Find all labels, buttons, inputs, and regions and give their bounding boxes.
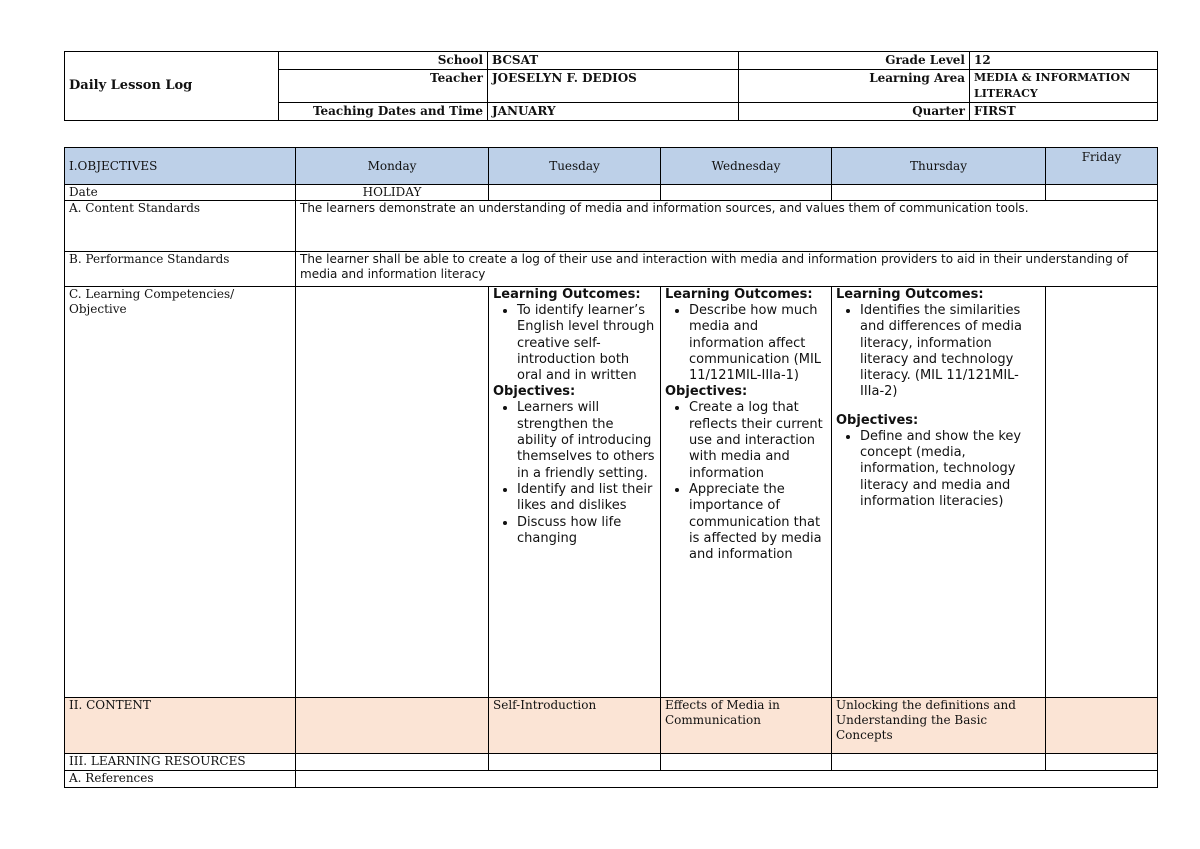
list-item: • To identify learner’s English level through creative self-introduction both oral and in written (517, 303, 656, 384)
day-wednesday: Wednesday (661, 148, 832, 185)
friday-date (1046, 185, 1158, 201)
tuesday-resources (489, 754, 661, 771)
list-item: • Identify and list their likes and dislikes (517, 482, 656, 515)
day-monday: Monday (296, 148, 489, 185)
wednesday-objectives-list (665, 400, 827, 563)
tuesday-outcomes-list (493, 303, 656, 384)
content-row (65, 698, 1158, 754)
references-label: A. References (65, 771, 296, 788)
thursday-date (832, 185, 1046, 201)
references-row (65, 771, 1158, 788)
wednesday-content: Effects of Media in Communication (661, 698, 832, 754)
tuesday-objectives-list (493, 400, 656, 547)
tuesday-content: Self-Introduction (489, 698, 661, 754)
tuesday-outcomes-heading: Learning Outcomes: (493, 287, 641, 302)
competencies-label: C. Learning Competencies/ Objective (65, 287, 296, 698)
content-standards-row (65, 201, 1158, 252)
day-thursday: Thursday (832, 148, 1046, 185)
learning-resources-label: III. LEARNING RESOURCES (65, 754, 296, 771)
objectives-header-row (65, 148, 1158, 185)
grade-level-value: 12 (970, 52, 1158, 70)
date-label: Date (65, 185, 296, 201)
thursday-competencies (832, 287, 1046, 698)
list-item: • Learners will strengthen the ability of introducing themselves to others in a friendly setting. (517, 400, 656, 481)
objectives-label: I.OBJECTIVES (65, 148, 296, 185)
tuesday-competencies (489, 287, 661, 698)
monday-resources (296, 754, 489, 771)
teaching-dates-value: JANUARY (488, 103, 739, 121)
teaching-dates-label: Teaching Dates and Time (279, 103, 488, 121)
school-label: School (279, 52, 488, 70)
monday-date: HOLIDAY (296, 185, 489, 201)
references-value (296, 771, 1158, 788)
learning-area-value: MEDIA & INFORMATION LITERACY (970, 70, 1158, 103)
thursday-outcomes-list (836, 303, 1041, 401)
performance-standards-text: The learner shall be able to create a log of their use and interaction with media and information providers to aid in their understanding of media and information literacy (296, 252, 1158, 287)
document-title: Daily Lesson Log (65, 52, 279, 121)
list-item: • Define and show the key concept (media, information, technology literacy and media and information literacies) (860, 429, 1041, 510)
list-item: • Describe how much media and information affect communication (MIL 11/121MIL-IIIa-1) (689, 303, 827, 384)
friday-competencies (1046, 287, 1158, 698)
quarter-label: Quarter (739, 103, 970, 121)
monday-competencies (296, 287, 489, 698)
teacher-value: JOESELYN F. DEDIOS (488, 70, 739, 103)
list-item: • Appreciate the importance of communication that is affected by media and information (689, 482, 827, 563)
wednesday-competencies (661, 287, 832, 698)
thursday-outcomes-heading: Learning Outcomes: (836, 287, 984, 302)
performance-standards-label: B. Performance Standards (65, 252, 296, 287)
learning-area-label: Learning Area (739, 70, 970, 103)
thursday-objectives-list (836, 429, 1041, 510)
grade-level-label: Grade Level (739, 52, 970, 70)
list-item: • Create a log that reflects their current use and interaction with media and information (689, 400, 827, 481)
content-standards-text: The learners demonstrate an understanding of media and information sources, and values them of communication tools. (296, 201, 1158, 252)
wednesday-outcomes-list (665, 303, 827, 384)
thursday-resources (832, 754, 1046, 771)
friday-content (1046, 698, 1158, 754)
day-tuesday: Tuesday (489, 148, 661, 185)
wednesday-resources (661, 754, 832, 771)
thursday-content: Unlocking the definitions and Understanding the Basic Concepts (832, 698, 1046, 754)
quarter-value: FIRST (970, 103, 1158, 121)
tuesday-date (489, 185, 661, 201)
monday-content (296, 698, 489, 754)
learning-resources-row (65, 754, 1158, 771)
wednesday-date (661, 185, 832, 201)
performance-standards-row (65, 252, 1158, 287)
date-row (65, 185, 1158, 201)
lesson-log-table (64, 147, 1158, 788)
day-friday: Friday (1046, 148, 1158, 185)
friday-resources (1046, 754, 1158, 771)
list-item: • Discuss how life changing (517, 515, 656, 548)
wednesday-objectives-heading: Objectives: (665, 384, 748, 400)
school-value: BCSAT (488, 52, 739, 70)
tuesday-objectives-heading: Objectives: (493, 384, 576, 400)
content-standards-label: A. Content Standards (65, 201, 296, 252)
competencies-row (65, 287, 1158, 698)
teacher-label: Teacher (279, 70, 488, 103)
thursday-objectives-heading: Objectives: (836, 412, 919, 428)
list-item: • Identifies the similarities and differences of media literacy, information literacy and technology literacy. (MIL 11/121MIL-IIIa-2) (860, 303, 1041, 401)
lesson-log-header (64, 51, 1158, 121)
content-label: II. CONTENT (65, 698, 296, 754)
wednesday-outcomes-heading: Learning Outcomes: (665, 287, 813, 302)
